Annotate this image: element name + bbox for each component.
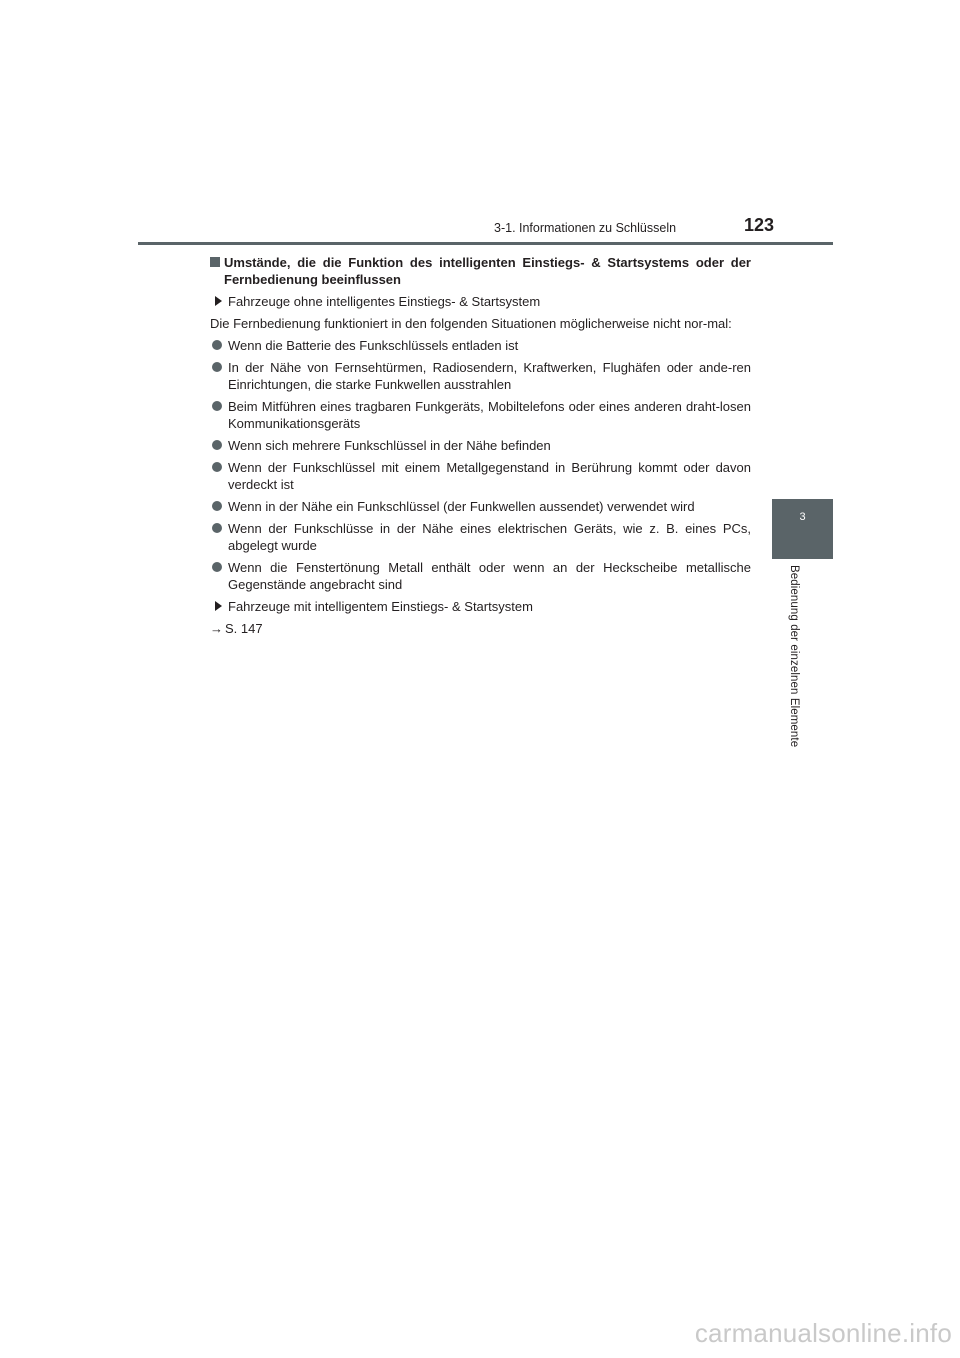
list-item-text: In der Nähe von Fernsehtürmen, Radiosendern, Kraftwerken, Flughäfen oder ande-ren Einrichtungen, die starke Funkwellen ausstrahlen — [228, 360, 751, 392]
list-item — [210, 437, 751, 454]
list-item — [210, 337, 751, 354]
round-bullet-icon — [212, 523, 222, 533]
list-item-text: Wenn die Fenstertönung Metall enthält oder wenn an der Heckscheibe metallische Gegenstände angebracht sind — [228, 560, 751, 592]
chapter-title-vertical: Bedienung der einzelnen Elemente — [788, 565, 800, 748]
list-item — [210, 359, 751, 393]
round-bullet-icon — [212, 462, 222, 472]
chapter-number: 3 — [799, 511, 806, 523]
round-bullet-icon — [212, 401, 222, 411]
round-bullet-icon — [212, 340, 222, 350]
list-item-text: Wenn in der Nähe ein Funkschlüssel (der Funkwellen aussendet) verwendet wird — [228, 499, 695, 514]
main-content — [210, 254, 751, 637]
header-section-title: 3-1. Informationen zu Schlüsseln — [494, 221, 677, 235]
section-heading-text: Umstände, die die Funktion des intelligenten Einstiegs- & Startsystems oder der Fernbedienung beeinflussen — [224, 255, 751, 287]
list-item-text: Wenn der Funkschlüsse in der Nähe eines elektrischen Geräts, wie z. B. eines PCs, abgelegt wurde — [228, 521, 751, 553]
list-item — [210, 398, 751, 432]
chapter-tab — [772, 499, 833, 559]
round-bullet-icon — [212, 501, 222, 511]
intro-paragraph: Die Fernbedienung funktioniert in den folgenden Situationen möglicherweise nicht nor-mal: — [210, 316, 732, 331]
list-item-text: Wenn sich mehrere Funkschlüssel in der Nähe befinden — [228, 438, 551, 453]
triangle-marker-icon — [215, 601, 222, 611]
page-reference[interactable] — [210, 620, 751, 637]
triangle-marker-icon — [215, 296, 222, 306]
subheading-text: Fahrzeuge mit intelligentem Einstiegs- & Startsystem — [228, 599, 533, 614]
list-item-text: Beim Mitführen eines tragbaren Funkgeräts, Mobiltelefons oder eines anderen draht-losen Kommunikationsgeräts — [228, 399, 751, 431]
round-bullet-icon — [212, 440, 222, 450]
subheading-text: Fahrzeuge ohne intelligentes Einstiegs- & Startsystem — [228, 294, 541, 309]
page-number: 123 — [744, 215, 775, 235]
arrow-right-icon: → — [210, 621, 223, 636]
list-item-text: Wenn der Funkschlüssel mit einem Metallgegenstand in Berührung kommt oder davon verdeckt ist — [228, 460, 751, 492]
list-item — [210, 459, 751, 493]
round-bullet-icon — [212, 562, 222, 572]
watermark: carmanualsonline.info — [694, 1318, 952, 1348]
list-item — [210, 498, 751, 515]
subheading-with-system — [210, 598, 751, 615]
list-item — [210, 559, 751, 593]
round-bullet-icon — [212, 362, 222, 372]
section-heading — [210, 254, 751, 288]
subheading-without-system — [210, 293, 751, 310]
list-item — [210, 520, 751, 554]
page-reference-text: S. 147 — [225, 621, 263, 636]
square-bullet-icon — [210, 257, 220, 267]
header-rule — [138, 242, 833, 245]
list-item-text: Wenn die Batterie des Funkschlüssels entladen ist — [228, 338, 519, 353]
